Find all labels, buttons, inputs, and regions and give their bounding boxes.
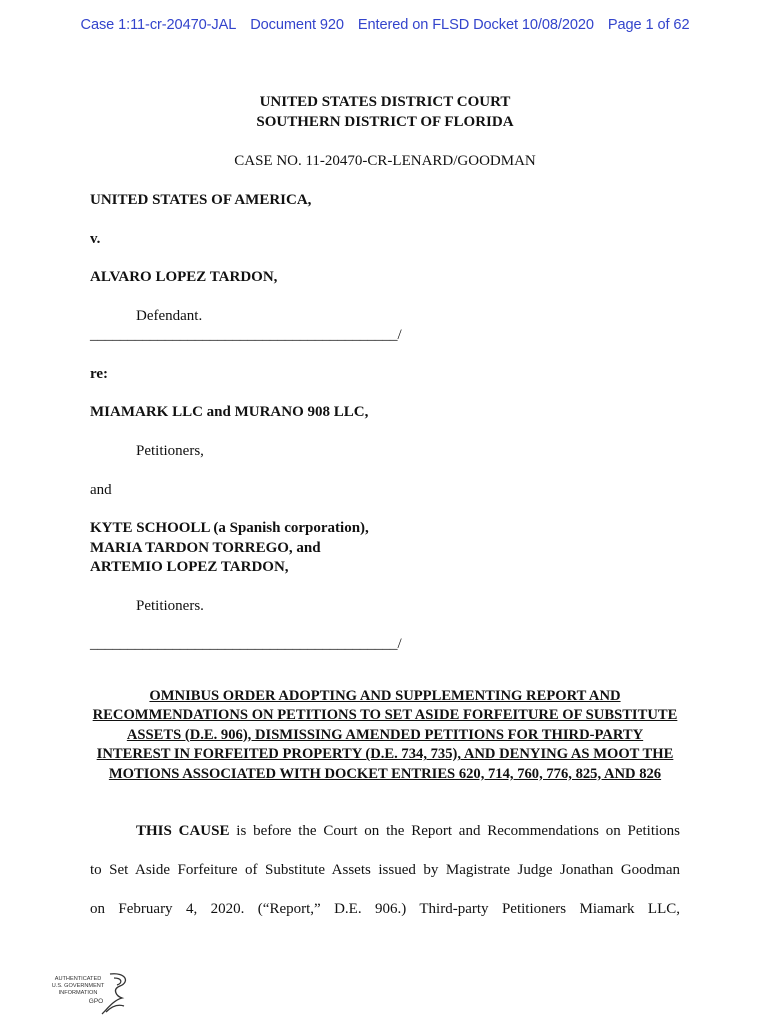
- petitioner-maria-tardon: MARIA TARDON TORREGO, and: [90, 540, 321, 556]
- logo-line-authenticated: AUTHENTICATED: [54, 976, 102, 982]
- and-label: and: [90, 482, 112, 498]
- eagle-swirl-icon: [102, 974, 125, 1014]
- order-title: OMNIBUS ORDER ADOPTING AND SUPPLEMENTING REPORT AND RECOMMENDATIONS ON PETITIONS TO SET ASIDE FORFEITURE OF SUBSTITUTE ASSETS (D.E. 906), DISMISSING AMENDED PETITIONS FOR THIRD-PARTY INTEREST IN FORFEITED PROPERTY (D.E. 734, 735), AND DENYING AS MOOT THE MOTIONS ASSOCIATED WITH DOCKET ENTRIES 620, 714, 760, 776, 825, AND 826: [92, 688, 678, 782]
- gpo-authenticated-logo: [44, 968, 130, 1016]
- logo-line-information: INFORMATION: [58, 990, 98, 996]
- body-line-1: [90, 823, 680, 840]
- re-label: re:: [90, 366, 109, 382]
- stamp-page-number: Page 1 of 62: [607, 17, 690, 33]
- body-line-2: to Set Aside Forfeiture of Substitute Assets issued by Magistrate Judge Jonathan Goodman: [90, 862, 680, 878]
- body-line-3: on February 4, 2020. (“Report,” D.E. 906.) Third-party Petitioners Miamark LLC,: [90, 901, 680, 917]
- stamp-document-number: Document 920: [250, 17, 344, 33]
- defendant-role: Defendant.: [136, 308, 203, 324]
- stamp-entered-date: Entered on FLSD Docket 10/08/2020: [357, 17, 594, 33]
- petitioner-kyte-schooll: KYTE SCHOOLL (a Spanish corporation),: [90, 520, 369, 536]
- petitioners-role-1: Petitioners,: [136, 443, 204, 459]
- caption-divider-2: _________________________________________/: [90, 636, 402, 652]
- case-number: CASE NO. 11-20470-CR-LENARD/GOODMAN: [234, 153, 536, 169]
- court-name-line1: UNITED STATES DISTRICT COURT: [259, 94, 511, 110]
- this-cause-lead: THIS CAUSE: [136, 823, 230, 839]
- logo-mark-gpo: GPO: [88, 998, 104, 1005]
- plaintiff-name: UNITED STATES OF AMERICA,: [90, 192, 312, 208]
- petitioners-role-2: Petitioners.: [136, 598, 204, 614]
- versus-label: v.: [90, 231, 101, 247]
- petitioners-group-1: MIAMARK LLC and MURANO 908 LLC,: [90, 404, 369, 420]
- docket-header-stamp: [0, 17, 770, 33]
- defendant-name: ALVARO LOPEZ TARDON,: [90, 269, 278, 285]
- petitioner-artemio-lopez: ARTEMIO LOPEZ TARDON,: [90, 559, 289, 575]
- logo-line-government: U.S. GOVERNMENT: [51, 983, 105, 989]
- caption-divider-1: _________________________________________/: [90, 327, 402, 343]
- court-name-line2: SOUTHERN DISTRICT OF FLORIDA: [256, 114, 514, 130]
- body-line-1-text: is before the Court on the Report and Recommendations on Petitions: [229, 823, 680, 839]
- stamp-case-number: Case 1:11-cr-20470-JAL: [80, 17, 237, 33]
